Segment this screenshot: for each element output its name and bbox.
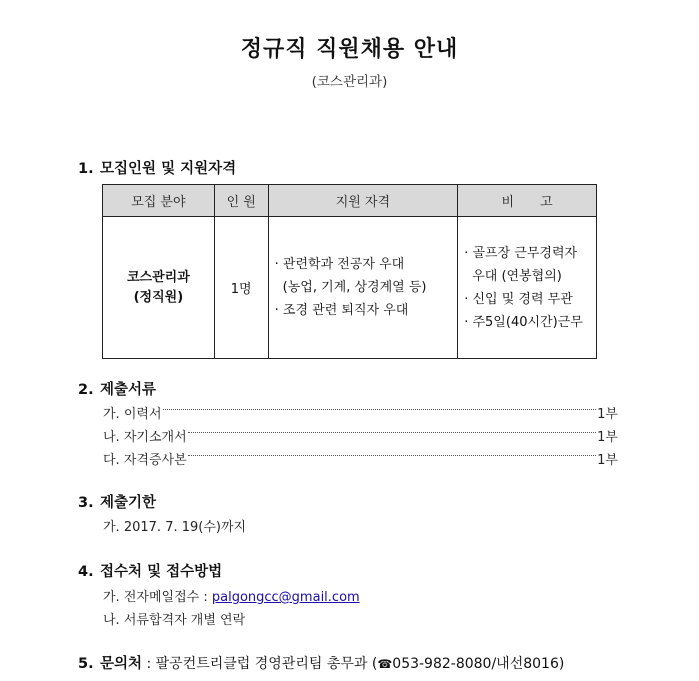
- application-method: [103, 586, 360, 605]
- page-subtitle: (코스관리과): [311, 74, 388, 90]
- cell-field: [103, 217, 215, 359]
- document-qty: 1부: [597, 453, 618, 468]
- item-prefix: 다.: [103, 453, 120, 468]
- cell-remarks: [458, 217, 597, 359]
- cell-qualification: [268, 217, 458, 359]
- section-number: 3.: [78, 495, 94, 511]
- section-label: 문의처: [100, 656, 143, 672]
- document-item: [103, 403, 618, 422]
- contact-text: 팔공컨트리클럽 경영관리팀 총무과 (: [155, 656, 378, 672]
- page-title: 정규직 직원채용 안내: [240, 37, 459, 62]
- leader-dots: [188, 455, 597, 456]
- remark-item: 우대 (연봉협의): [472, 268, 562, 284]
- qualification-item: · 조경 관련 퇴직자 우대: [274, 303, 409, 318]
- qualification-item: (농업, 기계, 상경계열 등): [282, 280, 427, 295]
- remark-item: · 주5일(40시간)근무: [464, 314, 583, 330]
- header-qualification: 지원 자격: [268, 185, 458, 217]
- section-label: 제출기한: [100, 495, 157, 511]
- deadline-line: [103, 516, 246, 535]
- leader-dots: [188, 432, 597, 433]
- deadline-date: 2017. 7. 19(수)까지: [123, 520, 247, 535]
- contact-line: [78, 652, 564, 673]
- document-qty: 1부: [597, 430, 618, 445]
- header-count: 인 원: [214, 185, 268, 217]
- item-prefix: 가.: [103, 407, 120, 422]
- table-row: [103, 217, 597, 359]
- email-link[interactable]: palgongcc@gmail.com: [211, 590, 360, 605]
- application-text: 서류합격자 개별 연락: [123, 613, 246, 628]
- item-prefix: 가.: [103, 590, 120, 605]
- document-item: [103, 426, 618, 445]
- document-qty: 1부: [597, 407, 618, 422]
- section-label: 접수처 및 접수방법: [100, 564, 223, 580]
- contact-separator: :: [146, 656, 152, 672]
- application-method: [103, 609, 245, 628]
- phone-icon: ☎: [377, 657, 393, 671]
- header-field: 모집 분야: [103, 185, 215, 217]
- section-heading-application: [78, 560, 222, 581]
- remark-item: · 골프장 근무경력자: [464, 245, 578, 261]
- item-prefix: 나.: [103, 613, 120, 628]
- item-prefix: 나.: [103, 430, 120, 445]
- document-name: 자기소개서: [123, 430, 187, 445]
- contact-phone: 053-982-8080/내선8016): [392, 656, 565, 672]
- leader-dots: [163, 409, 597, 410]
- recruitment-table: [102, 184, 597, 359]
- section-number: 1.: [78, 161, 94, 177]
- document-name: 자격증사본: [123, 453, 187, 468]
- application-text: 전자메일접수 :: [123, 590, 208, 605]
- remark-item: · 신입 및 경력 무관: [464, 291, 573, 307]
- qualification-item: · 관련학과 전공자 우대: [274, 257, 405, 272]
- field-name: 코스관리과: [126, 269, 190, 285]
- section-label: 제출서류: [100, 382, 157, 398]
- section-number: 5.: [78, 656, 94, 672]
- item-prefix: 가.: [103, 520, 120, 535]
- section-heading-documents: [78, 378, 156, 399]
- section-heading-recruitment: [78, 157, 236, 178]
- section-label: 모집인원 및 지원자격: [100, 161, 237, 177]
- section-heading-deadline: [78, 491, 156, 512]
- field-type: (정직원): [133, 289, 184, 305]
- table-header-row: [103, 185, 597, 217]
- section-number: 4.: [78, 564, 94, 580]
- section-number: 2.: [78, 382, 94, 398]
- cell-count: 1명: [214, 217, 268, 359]
- header-remarks: 비 고: [458, 185, 597, 217]
- document-name: 이력서: [123, 407, 162, 422]
- document-item: [103, 449, 618, 468]
